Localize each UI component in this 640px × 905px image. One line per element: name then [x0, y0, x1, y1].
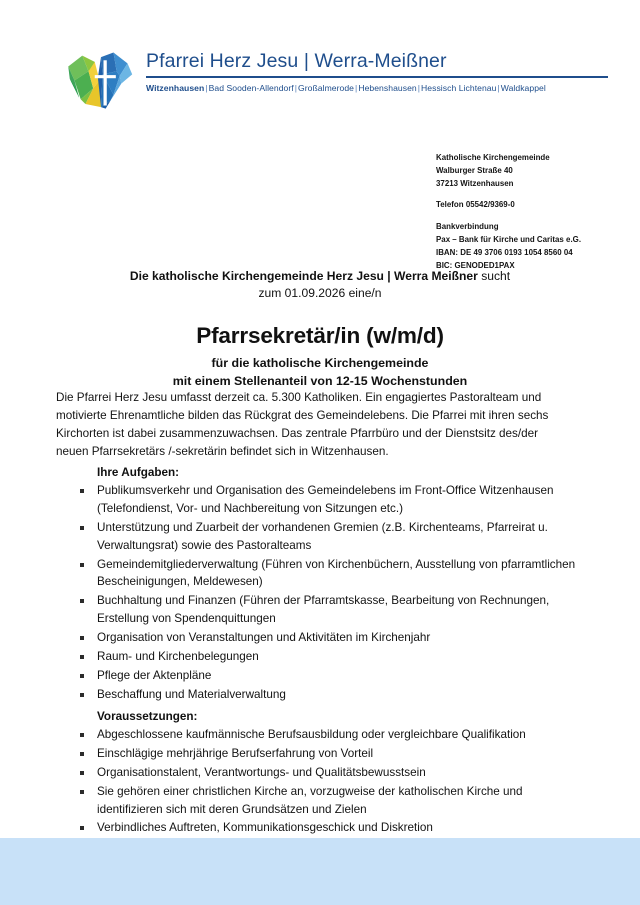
location-bad-sooden-allendorf: Bad Sooden-Allendorf: [208, 83, 294, 94]
list-item: Raum- und Kirchenbelegungen: [56, 648, 576, 666]
location-separator: |: [355, 83, 358, 94]
location-separator: |: [294, 83, 297, 94]
heart-cross-logo-icon: [62, 40, 140, 118]
list-item: Einschlägige mehrjährige Berufserfahrung von Vorteil: [56, 745, 576, 763]
location-grossalmerode: Großalmerode: [298, 83, 355, 94]
location-separator: |: [417, 83, 421, 94]
list-item: Buchhaltung und Finanzen (Führen der Pfarramtskasse, Bearbeitung von Rechnungen, Erstellung von Spendenquittungen: [56, 592, 576, 628]
list-item: Sie gehören einer christlichen Kirche an, vorzugweise der katholischen Kirche und identifizieren sich mit deren Grundsätzen und Zielen: [56, 783, 576, 819]
brand-title: Pfarrei Herz Jesu | Werra-Meißner: [146, 50, 447, 72]
location-separator: |: [497, 83, 500, 94]
bic-value: BIC: GENODED1PAX: [436, 260, 515, 270]
requirements-list: [56, 726, 576, 837]
parish-locations: [146, 83, 640, 93]
list-item: Beschaffung und Materialverwaltung: [56, 686, 576, 704]
address-spacer: [436, 212, 581, 221]
bank-heading: Bankverbindung: [436, 222, 499, 232]
job-title: Pfarrsekretär/in (w/m/d): [196, 323, 444, 349]
city-address: 37213 Witzenhausen: [436, 178, 514, 188]
footer-color-band: [0, 838, 640, 905]
intro-paragraph: Die Pfarrei Herz Jesu umfasst derzeit ca. 5.300 Katholiken. Ein engagiertes Pastoralteam und motivierte Ehrenamtliche bilden das Rückgrat des Gemeindelebens. Die Pfarrei mit ihren sechs Kirchorten ist dabei zusammenzuwachsen. Das zentrale Pfarrbüro und der Dienstsitz des/der neuen Pfarrsekretärs /-sekretärin befindet sich in Witzenhausen.: [56, 391, 549, 458]
list-item: Organisation von Veranstaltungen und Aktivitäten im Kirchenjahr: [56, 629, 576, 647]
phone-number: Telefon 05542/9369-0: [436, 200, 515, 210]
location-waldkappel: Waldkappel: [500, 83, 546, 94]
location-separator: |: [205, 83, 208, 94]
document-header: [0, 40, 640, 122]
location-witzenhausen: Witzenhausen: [146, 83, 205, 94]
list-item: Publikumsverkehr und Organisation des Gemeindelebens im Front-Office Witzenhausen (Telefondienst, Vor- und Nachbereitung von Sitzungen etc.): [56, 482, 576, 518]
lead-rest-text: sucht: [477, 269, 511, 283]
location-hessisch-lichtenau: Hessisch Lichtenau: [421, 83, 497, 94]
location-hebenshausen: Hebenshausen: [358, 83, 417, 94]
tasks-section: [56, 466, 576, 705]
lead-bold-text: Die katholische Kirchengemeinde Herz Jesu | Werra Meißner: [129, 269, 478, 283]
lead-line-2: zum 01.09.2026 eine/n: [258, 286, 382, 301]
header-text-block: [146, 40, 640, 93]
requirements-section: [56, 710, 576, 838]
tasks-list: [56, 482, 576, 704]
iban-value: IBAN: DE 49 3706 0193 1054 8560 04: [436, 247, 573, 257]
job-headline-block: [0, 268, 640, 391]
list-item: Organisationstalent, Verantwortungs- und Qualitätsbewusstsein: [56, 764, 576, 782]
job-subtitle-line-2: mit einem Stellenanteil von 12-15 Wochenstunden: [172, 373, 468, 388]
job-subtitle: [0, 355, 640, 390]
bank-name: Pax – Bank für Kirche und Caritas e.G.: [436, 234, 582, 244]
list-item: Verbindliches Auftreten, Kommunikationsgeschick und Diskretion: [56, 819, 576, 837]
list-item: Unterstützung und Zuarbeit der vorhandenen Gremien (z.B. Kirchenteams, Pfarreirat u. Verwaltungsrat) sowie des Pastoralteams: [56, 519, 576, 555]
list-item: Gemeindemitgliederverwaltung (Führen von Kirchenbüchern, Ausstellung von pfarramtlichen Bescheinigungen, Meldewesen): [56, 556, 576, 592]
street-address: Walburger Straße 40: [436, 165, 513, 175]
org-name: Katholische Kirchengemeinde: [436, 153, 550, 162]
job-subtitle-line-1: für die katholische Kirchengemeinde: [211, 356, 429, 371]
requirements-heading: Voraussetzungen:: [97, 710, 198, 723]
list-item: Abgeschlossene kaufmännische Berufsausbildung oder vergleichbare Qualifikation: [56, 726, 576, 744]
address-spacer: [436, 190, 581, 199]
tasks-heading: Ihre Aufgaben:: [97, 466, 180, 479]
lead-line-1: [0, 268, 640, 285]
list-item: Pflege der Aktenpläne: [56, 667, 576, 685]
contact-address-block: [436, 152, 581, 272]
header-divider: [146, 76, 608, 78]
